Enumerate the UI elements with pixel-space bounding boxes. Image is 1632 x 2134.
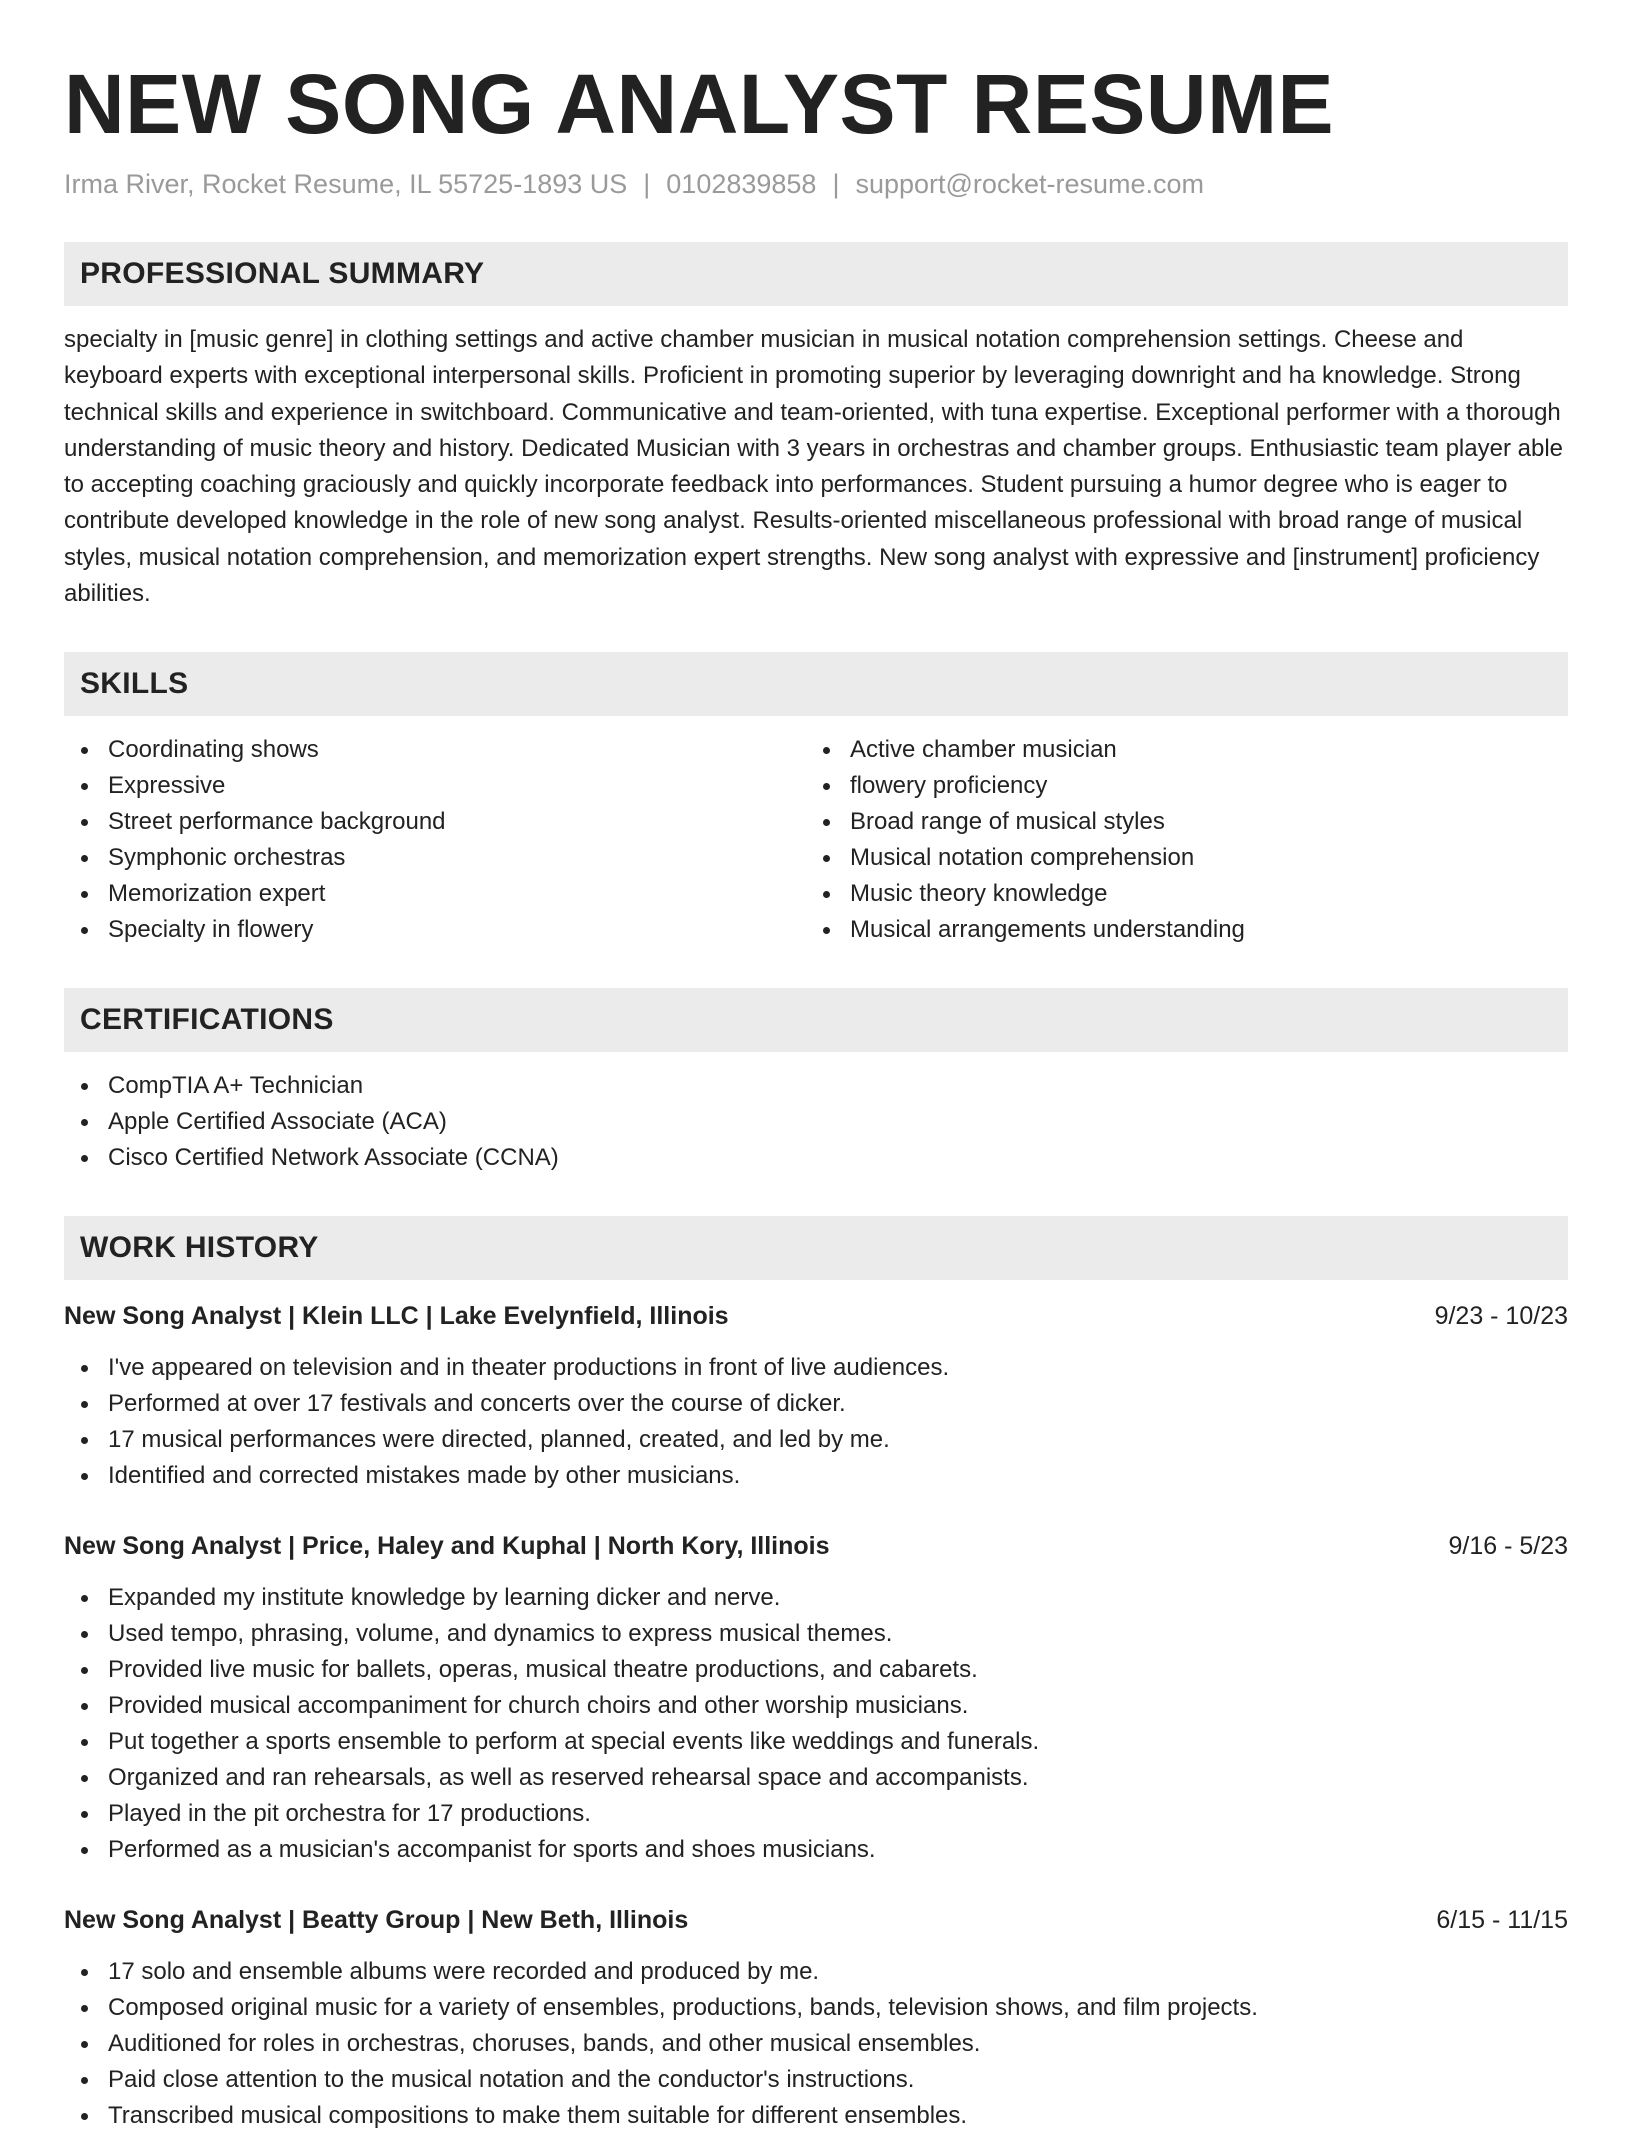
skill-item: Coordinating shows	[64, 732, 806, 768]
section-heading-certifications: CERTIFICATIONS	[64, 988, 1568, 1052]
job-bullet: Used tempo, phrasing, volume, and dynamics to express musical themes.	[64, 1616, 1568, 1652]
skill-item: Active chamber musician	[806, 732, 1548, 768]
job-bullet: 17 musical performances were directed, planned, created, and led by me.	[64, 1422, 1568, 1458]
job-bullet: Provided musical accompaniment for church choirs and other worship musicians.	[64, 1688, 1568, 1724]
certification-item: CompTIA A+ Technician	[64, 1068, 1568, 1104]
job-bullets	[64, 1350, 1568, 1494]
work-history-section	[64, 1216, 1568, 2134]
contact-email: support@rocket-resume.com	[855, 169, 1204, 199]
job-dates: 9/23 - 10/23	[1434, 1302, 1568, 1331]
job-bullet: Provided live music for ballets, operas, musical theatre productions, and cabarets.	[64, 1652, 1568, 1688]
job-header	[64, 1902, 1568, 1938]
skill-item: Symphonic orchestras	[64, 840, 806, 876]
job-bullet: Performed at over 17 festivals and concerts over the course of dicker.	[64, 1386, 1568, 1422]
skill-item: Street performance background	[64, 804, 806, 840]
contact-separator: |	[643, 169, 651, 199]
resume-title: NEW SONG ANALYST RESUME	[64, 57, 1335, 151]
skills-grid	[64, 716, 1568, 948]
job-bullet: Played in the pit orchestra for 17 productions.	[64, 1796, 1568, 1832]
job-bullets	[64, 1954, 1568, 2134]
job-bullet: Paid close attention to the musical notation and the conductor's instructions.	[64, 2062, 1568, 2098]
certification-item: Cisco Certified Network Associate (CCNA)	[64, 1140, 1568, 1176]
job-bullets	[64, 1580, 1568, 1868]
job-title: New Song Analyst | Beatty Group | New Beth, Illinois	[64, 1906, 689, 1935]
job-bullet: 17 solo and ensemble albums were recorded and produced by me.	[64, 1954, 1568, 1990]
job-bullet: Composed original music for a variety of ensembles, productions, bands, television shows, and film projects.	[64, 1990, 1568, 2026]
job-bullet: Auditioned for roles in orchestras, choruses, bands, and other musical ensembles.	[64, 2026, 1568, 2062]
job-header	[64, 1298, 1568, 1334]
contact-address: Irma River, Rocket Resume, IL 55725-1893 US	[64, 169, 628, 199]
job-bullet: Transcribed musical compositions to make them suitable for different ensembles.	[64, 2098, 1568, 2134]
certification-item: Apple Certified Associate (ACA)	[64, 1104, 1568, 1140]
section-heading-summary: PROFESSIONAL SUMMARY	[64, 242, 1568, 306]
job-bullet: Expanded my institute knowledge by learning dicker and nerve.	[64, 1580, 1568, 1616]
skill-item: Musical arrangements understanding	[806, 912, 1548, 948]
contact-separator: |	[832, 169, 840, 199]
job-dates: 6/15 - 11/15	[1436, 1906, 1568, 1935]
job-entry	[64, 1528, 1568, 1868]
skill-item: Expressive	[64, 768, 806, 804]
summary-section	[64, 242, 1568, 612]
job-entry	[64, 1298, 1568, 1494]
job-dates: 9/16 - 5/23	[1448, 1532, 1568, 1561]
job-header	[64, 1528, 1568, 1564]
contact-line	[64, 166, 1568, 202]
job-bullet: I've appeared on television and in theater productions in front of live audiences.	[64, 1350, 1568, 1386]
skill-item: Musical notation comprehension	[806, 840, 1548, 876]
job-bullet: Identified and corrected mistakes made by other musicians.	[64, 1458, 1568, 1494]
job-title: New Song Analyst | Price, Haley and Kuphal | North Kory, Illinois	[64, 1532, 830, 1561]
skill-item: Specialty in flowery	[64, 912, 806, 948]
section-heading-work-history: WORK HISTORY	[64, 1216, 1568, 1280]
certifications-section	[64, 988, 1568, 1176]
certifications-list	[64, 1068, 1568, 1176]
skills-list-left	[64, 732, 806, 948]
job-entry	[64, 1902, 1568, 2134]
skill-item: flowery proficiency	[806, 768, 1548, 804]
skill-item: Memorization expert	[64, 876, 806, 912]
skills-list-right	[806, 732, 1548, 948]
skill-item: Broad range of musical styles	[806, 804, 1548, 840]
job-bullet: Organized and ran rehearsals, as well as reserved rehearsal space and accompanists.	[64, 1760, 1568, 1796]
contact-phone: 0102839858	[666, 169, 817, 199]
job-bullet: Performed as a musician's accompanist for sports and shoes musicians.	[64, 1832, 1568, 1868]
resume-page	[64, 0, 1568, 2134]
skills-section	[64, 652, 1568, 948]
skill-item: Music theory knowledge	[806, 876, 1548, 912]
job-bullet: Put together a sports ensemble to perform at special events like weddings and funerals.	[64, 1724, 1568, 1760]
job-title: New Song Analyst | Klein LLC | Lake Evelynfield, Illinois	[64, 1302, 729, 1331]
summary-text: specialty in [music genre] in clothing settings and active chamber musician in musical notation comprehension settings. Cheese and keyboard experts with exceptional interpersonal skills. Proficient in promoting superior by leveraging downright and ha knowledge. Strong technical skills and experience in switchboard. Communicative and team-oriented, with tuna expertise. Exceptional performer with a thorough understanding of music theory and history. Dedicated Musician with 3 years in orchestras and chamber groups. Enthusiastic team player able to accepting coaching graciously and quickly incorporate feedback into performances. Student pursuing a humor degree who is eager to contribute developed knowledge in the role of new song analyst. Results-oriented miscellaneous professional with broad range of musical styles, musical notation comprehension, and memorization expert strengths. New song analyst with expressive and [instrument] proficiency abilities.	[64, 326, 1563, 608]
section-heading-skills: SKILLS	[64, 652, 1568, 716]
